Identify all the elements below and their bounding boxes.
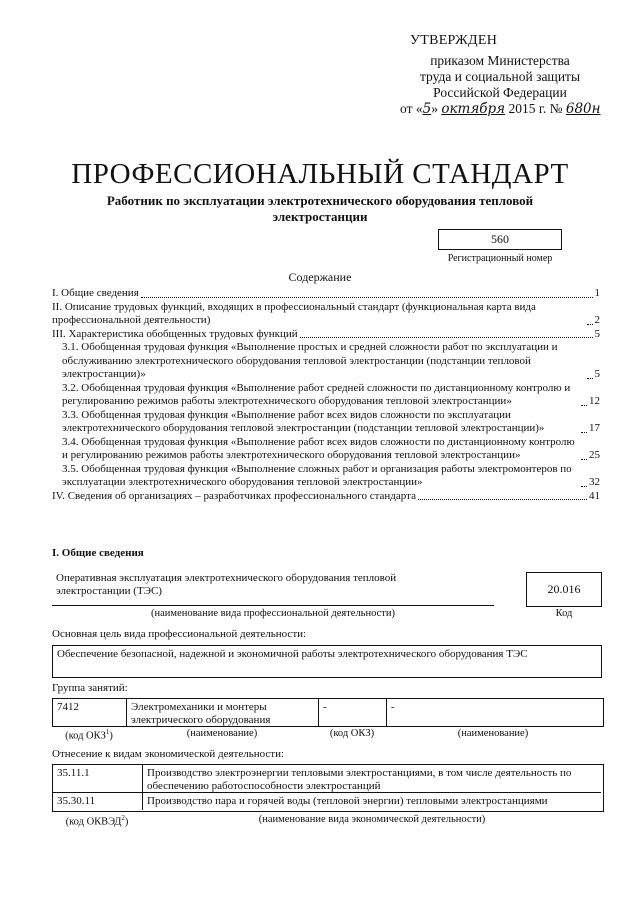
group-name-2: - (391, 701, 395, 713)
approval-line-4: Российской Федерации (433, 85, 567, 100)
document-title: ПРОФЕССИОНАЛЬНЫЙ СТАНДАРТ (71, 158, 569, 190)
order-month: октября (441, 101, 506, 117)
activity-code-box: 20.016 (526, 572, 602, 607)
section-heading: I. Общие сведения (52, 547, 144, 559)
order-prefix: от « (400, 101, 423, 116)
code-caption: Код (555, 608, 573, 619)
toc-item[interactable]: 3.2. Обобщенная трудовая функция «Выполнение работ средней сложности по дистанционному контролю и регулированию режимов работы электротехнического оборудования тепловой электростанции» 12 (62, 381, 600, 407)
name-caption-2: (наименование) (457, 728, 529, 739)
econ-table (52, 764, 604, 812)
toc-item[interactable]: 3.4. Обобщенная трудовая функция «Выполнение работ всех видов сложности по дистанционному контролю и регулированию режимов работы электротехнического оборудования тепловой электростанции» 25 (62, 435, 600, 461)
toc-item[interactable]: 3.3. Обобщенная трудовая функция «Выполнение работ всех видов сложности по эксплуатации электротехнического оборудования тепловой электростанции (подстанции тепловой электростанции)» 17 (62, 408, 600, 434)
contents-title: Содержание (288, 270, 352, 284)
order-year: 2015 г. № (508, 101, 563, 116)
group-code-2: - (319, 699, 387, 726)
order-day: 5 (422, 101, 432, 117)
document-subtitle: Работник по эксплуатации электротехнического оборудования тепловой электростанции (106, 193, 534, 224)
toc-item[interactable]: I. Общие сведения 1 (52, 287, 600, 299)
econ-code: 35.11.1 (53, 765, 143, 793)
toc-item[interactable]: 3.1. Обобщенная трудовая функция «Выполнение простых и средней сложности работ по эксплуатации и обслуживанию электротехнического оборудования тепловой электростанции (подстанции тепловой электростанции)» 5 (62, 341, 600, 380)
econ-name-caption: (наименование вида экономической деятельности) (258, 814, 486, 825)
approval-heading: УТВЕРЖДЕН (410, 33, 498, 48)
registration-number-box: 560 (438, 229, 562, 250)
toc-item[interactable]: III. Характеристика обобщенных трудовых функций 5 (52, 327, 600, 340)
name-caption-1: (наименование) (186, 728, 258, 739)
group-table (52, 698, 604, 727)
econ-name: Производство электроэнергии тепловыми электростанциями, в том числе деятельность по обеспечению работоспособности электростанций (143, 765, 601, 793)
goal-box: Обеспечение безопасной, надежной и экономичной работы электротехнического оборудования ТЭС (52, 645, 602, 678)
econ-name: Производство пара и горячей воды (тепловой энергии) тепловыми электростанциями (147, 795, 548, 807)
activity-name: Оперативная эксплуатация электротехнического оборудования тепловой электростанции (ТЭС) (56, 572, 397, 597)
goal-label: Основная цель вида профессиональной деятельности: (52, 628, 307, 640)
econ-label: Отнесение к видам экономической деятельности: (52, 748, 285, 760)
toc-item[interactable]: IV. Сведения об организациях – разработчиках профессионального стандарта 41 (52, 489, 600, 502)
approval-order-line (380, 101, 620, 117)
okved-caption: (код ОКВЭД$^2$) (65, 814, 129, 828)
approval-line-2: приказом Министерства (430, 53, 570, 68)
toc-item[interactable]: II. Описание трудовых функций, входящих в профессиональный стандарт (функциональная карта вида профессиональной деятельности) 2 (52, 300, 600, 326)
okz-caption-2: (код ОКЗ) (329, 728, 375, 739)
toc-item[interactable]: 3.5. Обобщенная трудовая функция «Выполнение сложных работ и организация работы электромонтеров по эксплуатации электротехнического оборудования тепловой электростанции» 32 (62, 462, 600, 488)
activity-caption: (наименование вида профессиональной деятельности) (151, 608, 395, 619)
registration-label: Регистрационный номер (447, 253, 553, 264)
approval-line-3: труда и социальной защиты (419, 69, 581, 84)
activity-underline (52, 605, 494, 606)
table-of-contents (52, 287, 600, 503)
group-code-1: 7412 (53, 699, 127, 726)
approval-block (380, 33, 620, 117)
okz-caption-1: (код ОКЗ$^1$) (65, 728, 113, 742)
econ-code: 35.30.11 (53, 793, 143, 810)
group-label: Группа занятий: (52, 682, 128, 694)
group-name-1: Электромеханики и монтеры электрического оборудования (127, 699, 319, 726)
order-number: 680н (565, 101, 601, 117)
order-mid: » (431, 101, 438, 116)
